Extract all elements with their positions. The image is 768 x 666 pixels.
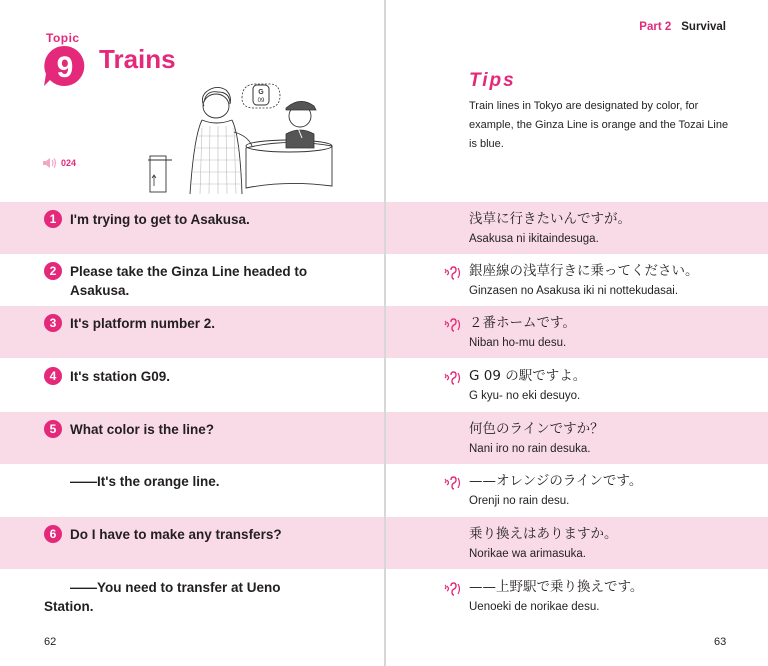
tips-title: Tips xyxy=(469,70,516,91)
english-sentence: It's station G09. xyxy=(70,369,170,384)
station-sign-number: 09 xyxy=(257,98,265,104)
ear-icon[interactable] xyxy=(444,370,464,386)
english-sentence: Do I have to make any transfers? xyxy=(70,527,282,542)
japanese-sentence: 銀座線の浅草行きに乗ってください。 xyxy=(469,263,699,279)
page-number-left: 62 xyxy=(44,636,57,648)
english-sentence: ——It's the orange line. xyxy=(70,474,220,489)
page-number-right: 63 xyxy=(714,636,727,648)
romaji: G kyu- no eki desuyo. xyxy=(469,390,581,402)
ear-icon[interactable] xyxy=(444,265,464,281)
japanese-sentence: 浅草に行きたいんですが。 xyxy=(469,211,631,227)
english-sentence: What color is the line? xyxy=(70,422,215,437)
jp-row-2 xyxy=(386,254,768,306)
part-label: Part 2 xyxy=(639,21,672,33)
en-line xyxy=(44,262,340,300)
jp-row-6-response xyxy=(386,570,768,622)
audio-track-number: 024 xyxy=(61,158,77,168)
topic-number-badge xyxy=(42,44,94,88)
english-sentence: I'm trying to get to Asakusa. xyxy=(70,212,250,227)
en-line xyxy=(44,578,314,616)
english-sentence: ——You need to transfer at Ueno Station. xyxy=(44,580,281,614)
tips-text: Train lines in Tokyo are designated by color, for example, the Ginza Line is orange and the Tozai Line is blue. xyxy=(469,100,729,150)
ear-icon[interactable] xyxy=(444,317,464,333)
speaker-icon xyxy=(42,157,58,169)
topic-number: 9 xyxy=(56,51,74,84)
japanese-sentence: ——オレンジのラインです。 xyxy=(469,473,643,489)
romaji: Uenoeki de norikae desu. xyxy=(469,601,600,613)
jp-row-3 xyxy=(386,306,768,358)
row-3 xyxy=(0,306,384,358)
jp-block xyxy=(469,578,643,615)
jp-block xyxy=(469,420,604,457)
jp-block xyxy=(469,262,699,299)
row-6 xyxy=(0,517,384,569)
japanese-sentence: G 09 の駅ですよ。 xyxy=(469,368,587,384)
romaji: Norikae wa arimasuka. xyxy=(469,548,586,560)
en-line xyxy=(44,525,282,544)
en-line xyxy=(44,420,214,439)
topic-title: Trains xyxy=(99,44,176,74)
jp-block xyxy=(469,472,642,509)
number-badge: 3 xyxy=(44,314,62,332)
jp-row-5-response xyxy=(386,464,768,516)
part-header xyxy=(639,21,726,33)
english-sentence: It's platform number 2. xyxy=(70,316,215,331)
number-badge: 6 xyxy=(44,525,62,543)
row-2 xyxy=(0,254,384,306)
row-1 xyxy=(0,202,384,254)
ear-icon[interactable] xyxy=(444,581,464,597)
romaji: Ginzasen no Asakusa iki ni nottekudasai. xyxy=(469,285,679,297)
jp-block xyxy=(469,210,631,247)
row-4 xyxy=(0,359,384,411)
row-5-response xyxy=(0,464,384,516)
japanese-sentence: 何色のラインですか？ xyxy=(469,421,604,437)
romaji: Orenji no rain desu. xyxy=(469,495,570,507)
station-illustration xyxy=(146,76,356,194)
number-badge: 1 xyxy=(44,210,62,228)
jp-row-5 xyxy=(386,412,768,464)
en-line xyxy=(44,314,215,333)
jp-row-1 xyxy=(386,202,768,254)
jp-block xyxy=(469,367,586,404)
japanese-sentence: ２番ホームです。 xyxy=(469,315,576,331)
en-line xyxy=(44,472,219,491)
japanese-sentence: ——上野駅で乗り換えです。 xyxy=(469,579,644,595)
jp-row-6 xyxy=(386,517,768,569)
row-6-response xyxy=(0,570,384,622)
en-line xyxy=(44,210,250,229)
jp-block xyxy=(469,314,576,351)
audio-track[interactable] xyxy=(42,157,76,169)
en-line xyxy=(44,367,170,386)
romaji: Niban ho-mu desu. xyxy=(469,337,567,349)
part-name: Survival xyxy=(681,21,726,33)
station-sign-label: G xyxy=(258,89,264,96)
jp-block xyxy=(469,525,618,562)
english-sentence: Please take the Ginza Line headed to Asakusa. xyxy=(70,264,308,298)
romaji: Nani iro no rain desuka. xyxy=(469,443,591,455)
number-badge: 4 xyxy=(44,367,62,385)
number-badge: 5 xyxy=(44,420,62,438)
jp-row-4 xyxy=(386,359,768,411)
ear-icon[interactable] xyxy=(444,475,464,491)
japanese-sentence: 乗り換えはありますか。 xyxy=(469,526,618,542)
romaji: Asakusa ni ikitaindesuga. xyxy=(469,233,599,245)
topic-label: Topic xyxy=(46,31,80,45)
right-page xyxy=(386,0,768,666)
number-badge: 2 xyxy=(44,262,62,280)
row-5 xyxy=(0,412,384,464)
